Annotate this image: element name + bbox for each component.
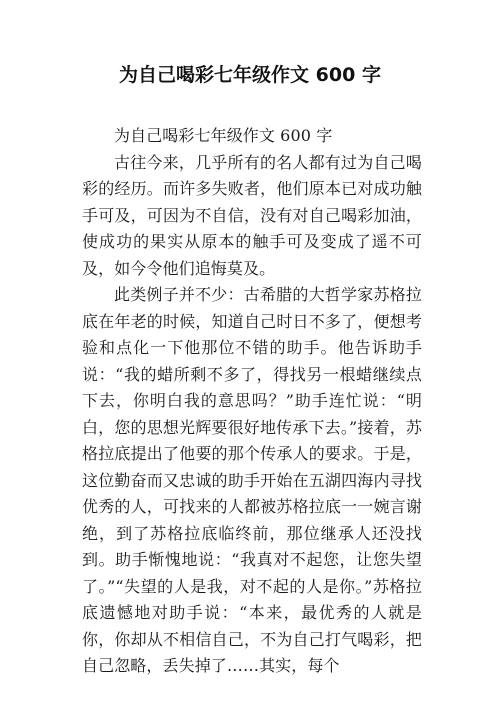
paragraph-subtitle: 为自己喝彩七年级作文 600 字 bbox=[114, 126, 333, 145]
page-title: 为自己喝彩七年级作文 600 字 bbox=[119, 64, 381, 86]
paragraph-example: 此类例子并不少：古希腊的大哲学家苏格拉底在年老的时候，知道自己时日不多了，便想考验和点化一下他那位不错的助手。他告诉助手说：“我的蜡所剩不多了，得找另一根蜡继续点下去，你明白我的意思吗？”助手连忙说：“明白，您的思想光辉要很好地传承下去。”接着，苏格拉底提出了他要的那个传承人的要求。于是，这位勤奋而又忠诚的助手开始在五湖四海内寻找优秀的人，可找来的人都被苏格拉底一一婉言谢绝，到了苏格拉底临终前，那位继承人还没找到。助手惭愧地说：“我真对不起您，让您失望了。”“失望的人是我，对不起的人是你。”苏格拉底遗憾地对助手说：“本来，最优秀的人就是你，你却从不相信自己，不为自己打气喝彩，把自己忽略，丢失掉了……其实，每个 bbox=[82, 285, 422, 675]
paragraph-intro: 古往今来，几乎所有的名人都有过为自己喝彩的经历。而许多失败者，他们原本已对成功触手可及，可因为不自信，没有对自己喝彩加油，使成功的果实从原本的触手可及变成了遥不可及，如今令他们追悔莫及。 bbox=[82, 152, 422, 278]
article-body bbox=[82, 123, 422, 680]
